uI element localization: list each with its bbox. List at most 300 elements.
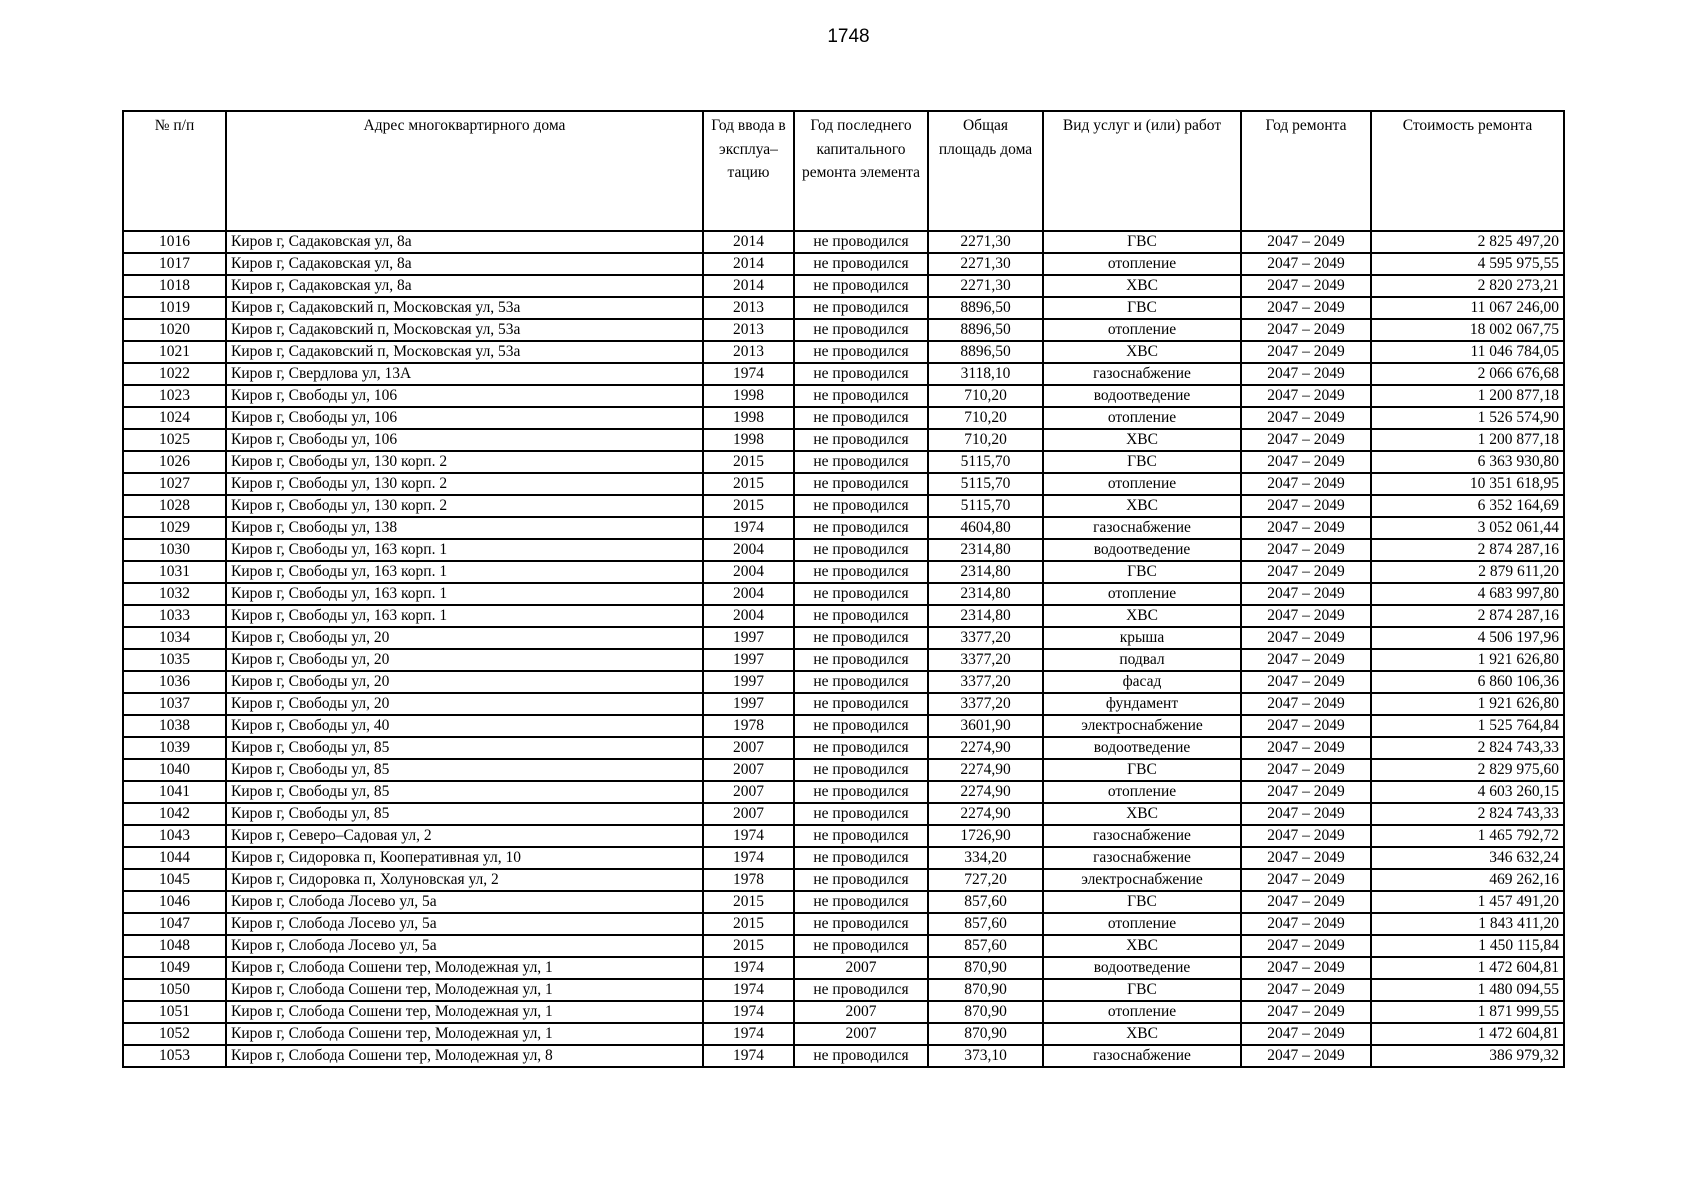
year-built-cell: 2014 [703,275,794,297]
repair-period-cell: 2047 – 2049 [1241,319,1371,341]
service-cell: фундамент [1043,693,1241,715]
repair-period-cell: 2047 – 2049 [1241,363,1371,385]
address-cell: Киров г, Садаковский п, Московская ул, 53а [226,319,703,341]
address-cell: Киров г, Свободы ул, 130 корп. 2 [226,495,703,517]
last-repair-cell: не проводился [794,627,928,649]
year-built-cell: 2007 [703,803,794,825]
year-built-cell: 2004 [703,605,794,627]
row-number-cell: 1044 [123,847,226,869]
year-built-cell: 1997 [703,693,794,715]
cost-cell: 2 874 287,16 [1371,539,1564,561]
service-cell: отопление [1043,253,1241,275]
area-cell: 857,60 [928,891,1043,913]
last-repair-cell: не проводился [794,495,928,517]
service-cell: ГВС [1043,979,1241,1001]
address-cell: Киров г, Слобода Сошени тер, Молодежная ул, 1 [226,979,703,1001]
table-row [123,495,1564,517]
address-cell: Киров г, Садаковская ул, 8а [226,253,703,275]
table-row [123,363,1564,385]
service-cell: газоснабжение [1043,825,1241,847]
header-address: Адрес многоквартирного дома [226,111,703,231]
table-row [123,715,1564,737]
repair-period-cell: 2047 – 2049 [1241,429,1371,451]
row-number-cell: 1022 [123,363,226,385]
repair-period-cell: 2047 – 2049 [1241,935,1371,957]
address-cell: Киров г, Садаковский п, Московская ул, 53а [226,297,703,319]
service-cell: отопление [1043,913,1241,935]
row-number-cell: 1031 [123,561,226,583]
service-cell: водоотведение [1043,385,1241,407]
table-row [123,935,1564,957]
area-cell: 710,20 [928,385,1043,407]
cost-cell: 1 921 626,80 [1371,693,1564,715]
year-built-cell: 1997 [703,649,794,671]
row-number-cell: 1051 [123,1001,226,1023]
cost-cell: 2 066 676,68 [1371,363,1564,385]
table-row [123,803,1564,825]
cost-cell: 2 874 287,16 [1371,605,1564,627]
repair-period-cell: 2047 – 2049 [1241,627,1371,649]
header-area: Общая площадь дома [928,111,1043,231]
year-built-cell: 2015 [703,451,794,473]
table-row [123,649,1564,671]
row-number-cell: 1029 [123,517,226,539]
cost-cell: 2 824 743,33 [1371,737,1564,759]
repair-period-cell: 2047 – 2049 [1241,539,1371,561]
cost-cell: 1 843 411,20 [1371,913,1564,935]
last-repair-cell: не проводился [794,539,928,561]
year-built-cell: 2004 [703,561,794,583]
row-number-cell: 1021 [123,341,226,363]
address-cell: Киров г, Свободы ул, 85 [226,781,703,803]
address-cell: Киров г, Садаковский п, Московская ул, 53а [226,341,703,363]
year-built-cell: 1974 [703,847,794,869]
last-repair-cell: не проводился [794,473,928,495]
service-cell: водоотведение [1043,957,1241,979]
address-cell: Киров г, Свободы ул, 130 корп. 2 [226,473,703,495]
repair-period-cell: 2047 – 2049 [1241,781,1371,803]
last-repair-cell: 2007 [794,1023,928,1045]
service-cell: газоснабжение [1043,847,1241,869]
row-number-cell: 1042 [123,803,226,825]
cost-cell: 2 825 497,20 [1371,231,1564,253]
area-cell: 857,60 [928,913,1043,935]
year-built-cell: 1974 [703,825,794,847]
address-cell: Киров г, Слобода Лосево ул, 5а [226,913,703,935]
table-row [123,561,1564,583]
address-cell: Киров г, Садаковская ул, 8а [226,231,703,253]
table-row [123,385,1564,407]
cost-cell: 10 351 618,95 [1371,473,1564,495]
last-repair-cell: не проводился [794,319,928,341]
table-row [123,539,1564,561]
year-built-cell: 2015 [703,473,794,495]
table-row [123,1023,1564,1045]
last-repair-cell: не проводился [794,671,928,693]
row-number-cell: 1045 [123,869,226,891]
header-num: № п/п [123,111,226,231]
repair-period-cell: 2047 – 2049 [1241,451,1371,473]
year-built-cell: 2007 [703,759,794,781]
address-cell: Киров г, Слобода Лосево ул, 5а [226,891,703,913]
row-number-cell: 1053 [123,1045,226,1067]
repair-period-cell: 2047 – 2049 [1241,737,1371,759]
cost-cell: 11 067 246,00 [1371,297,1564,319]
address-cell: Киров г, Сидоровка п, Холуновская ул, 2 [226,869,703,891]
service-cell: ГВС [1043,891,1241,913]
area-cell: 2271,30 [928,275,1043,297]
repair-period-cell: 2047 – 2049 [1241,561,1371,583]
repair-period-cell: 2047 – 2049 [1241,649,1371,671]
area-cell: 1726,90 [928,825,1043,847]
area-cell: 2274,90 [928,737,1043,759]
last-repair-cell: не проводился [794,231,928,253]
table-row [123,627,1564,649]
area-cell: 3377,20 [928,627,1043,649]
cost-cell: 1 525 764,84 [1371,715,1564,737]
address-cell: Киров г, Свободы ул, 106 [226,407,703,429]
table-row [123,407,1564,429]
area-cell: 727,20 [928,869,1043,891]
last-repair-cell: не проводился [794,803,928,825]
row-number-cell: 1018 [123,275,226,297]
area-cell: 5115,70 [928,451,1043,473]
table-row [123,253,1564,275]
area-cell: 4604,80 [928,517,1043,539]
service-cell: ГВС [1043,451,1241,473]
last-repair-cell: не проводился [794,297,928,319]
address-cell: Киров г, Слобода Сошени тер, Молодежная ул, 1 [226,957,703,979]
service-cell: водоотведение [1043,539,1241,561]
cost-cell: 1 465 792,72 [1371,825,1564,847]
address-cell: Киров г, Сидоровка п, Кооперативная ул, 10 [226,847,703,869]
table-row [123,781,1564,803]
table-row [123,341,1564,363]
cost-cell: 4 683 997,80 [1371,583,1564,605]
area-cell: 8896,50 [928,297,1043,319]
repair-period-cell: 2047 – 2049 [1241,1023,1371,1045]
year-built-cell: 2015 [703,495,794,517]
cost-cell: 1 200 877,18 [1371,429,1564,451]
table-row [123,231,1564,253]
service-cell: ГВС [1043,759,1241,781]
area-cell: 870,90 [928,979,1043,1001]
last-repair-cell: не проводился [794,869,928,891]
repair-period-cell: 2047 – 2049 [1241,495,1371,517]
cost-cell: 469 262,16 [1371,869,1564,891]
last-repair-cell: не проводился [794,935,928,957]
year-built-cell: 1998 [703,407,794,429]
year-built-cell: 2007 [703,737,794,759]
cost-cell: 3 052 061,44 [1371,517,1564,539]
row-number-cell: 1019 [123,297,226,319]
last-repair-cell: не проводился [794,583,928,605]
cost-cell: 4 603 260,15 [1371,781,1564,803]
table-row [123,671,1564,693]
repair-period-cell: 2047 – 2049 [1241,869,1371,891]
last-repair-cell: не проводился [794,737,928,759]
cost-cell: 1 472 604,81 [1371,957,1564,979]
address-cell: Киров г, Свободы ул, 85 [226,759,703,781]
repair-period-cell: 2047 – 2049 [1241,979,1371,1001]
service-cell: отопление [1043,407,1241,429]
address-cell: Киров г, Слобода Лосево ул, 5а [226,935,703,957]
row-number-cell: 1032 [123,583,226,605]
table-row [123,517,1564,539]
service-cell: ХВС [1043,803,1241,825]
cost-cell: 2 829 975,60 [1371,759,1564,781]
address-cell: Киров г, Свободы ул, 20 [226,693,703,715]
area-cell: 710,20 [928,429,1043,451]
service-cell: ГВС [1043,297,1241,319]
last-repair-cell: не проводился [794,385,928,407]
service-cell: газоснабжение [1043,517,1241,539]
table-row [123,319,1564,341]
repair-period-cell: 2047 – 2049 [1241,891,1371,913]
service-cell: ГВС [1043,561,1241,583]
header-year-built: Год ввода в эксплуа–тацию [703,111,794,231]
last-repair-cell: не проводился [794,781,928,803]
year-built-cell: 2014 [703,253,794,275]
cost-cell: 2 820 273,21 [1371,275,1564,297]
repair-period-cell: 2047 – 2049 [1241,583,1371,605]
table-row [123,759,1564,781]
cost-cell: 4 595 975,55 [1371,253,1564,275]
cost-cell: 1 480 094,55 [1371,979,1564,1001]
year-built-cell: 1974 [703,979,794,1001]
cost-cell: 6 363 930,80 [1371,451,1564,473]
cost-cell: 2 824 743,33 [1371,803,1564,825]
row-number-cell: 1020 [123,319,226,341]
area-cell: 857,60 [928,935,1043,957]
year-built-cell: 2013 [703,341,794,363]
repair-period-cell: 2047 – 2049 [1241,957,1371,979]
repair-registry-table [122,110,1565,1068]
area-cell: 3118,10 [928,363,1043,385]
cost-cell: 1 200 877,18 [1371,385,1564,407]
table-row [123,429,1564,451]
last-repair-cell: не проводился [794,517,928,539]
year-built-cell: 2015 [703,935,794,957]
repair-period-cell: 2047 – 2049 [1241,385,1371,407]
year-built-cell: 1998 [703,429,794,451]
last-repair-cell: не проводился [794,847,928,869]
repair-period-cell: 2047 – 2049 [1241,671,1371,693]
last-repair-cell: не проводился [794,605,928,627]
address-cell: Киров г, Свердлова ул, 13А [226,363,703,385]
last-repair-cell: не проводился [794,275,928,297]
area-cell: 8896,50 [928,319,1043,341]
service-cell: ХВС [1043,1023,1241,1045]
table-row [123,451,1564,473]
cost-cell: 4 506 197,96 [1371,627,1564,649]
repair-period-cell: 2047 – 2049 [1241,231,1371,253]
row-number-cell: 1043 [123,825,226,847]
address-cell: Киров г, Садаковская ул, 8а [226,275,703,297]
service-cell: ХВС [1043,341,1241,363]
year-built-cell: 2004 [703,539,794,561]
header-last-repair: Год последнего капитального ремонта элемента [794,111,928,231]
row-number-cell: 1016 [123,231,226,253]
area-cell: 3377,20 [928,649,1043,671]
area-cell: 3377,20 [928,693,1043,715]
service-cell: ХВС [1043,429,1241,451]
row-number-cell: 1041 [123,781,226,803]
service-cell: ХВС [1043,935,1241,957]
address-cell: Киров г, Северо–Садовая ул, 2 [226,825,703,847]
row-number-cell: 1046 [123,891,226,913]
service-cell: ХВС [1043,605,1241,627]
service-cell: отопление [1043,583,1241,605]
area-cell: 5115,70 [928,473,1043,495]
table-row [123,737,1564,759]
last-repair-cell: не проводился [794,1045,928,1067]
cost-cell: 1 921 626,80 [1371,649,1564,671]
address-cell: Киров г, Слобода Сошени тер, Молодежная ул, 1 [226,1023,703,1045]
cost-cell: 18 002 067,75 [1371,319,1564,341]
row-number-cell: 1035 [123,649,226,671]
address-cell: Киров г, Свободы ул, 85 [226,803,703,825]
area-cell: 2274,90 [928,781,1043,803]
area-cell: 2314,80 [928,561,1043,583]
last-repair-cell: 2007 [794,1001,928,1023]
table-row [123,275,1564,297]
table-row [123,891,1564,913]
repair-period-cell: 2047 – 2049 [1241,341,1371,363]
service-cell: отопление [1043,473,1241,495]
service-cell: отопление [1043,1001,1241,1023]
area-cell: 334,20 [928,847,1043,869]
table-row [123,869,1564,891]
row-number-cell: 1024 [123,407,226,429]
row-number-cell: 1037 [123,693,226,715]
last-repair-cell: не проводился [794,693,928,715]
year-built-cell: 2004 [703,583,794,605]
service-cell: ХВС [1043,275,1241,297]
cost-cell: 2 879 611,20 [1371,561,1564,583]
area-cell: 870,90 [928,1023,1043,1045]
repair-period-cell: 2047 – 2049 [1241,1045,1371,1067]
year-built-cell: 2013 [703,297,794,319]
repair-period-cell: 2047 – 2049 [1241,275,1371,297]
header-repair-period: Год ремонта [1241,111,1371,231]
row-number-cell: 1025 [123,429,226,451]
address-cell: Киров г, Свободы ул, 163 корп. 1 [226,561,703,583]
last-repair-cell: не проводился [794,891,928,913]
repair-period-cell: 2047 – 2049 [1241,517,1371,539]
area-cell: 5115,70 [928,495,1043,517]
last-repair-cell: не проводился [794,429,928,451]
row-number-cell: 1038 [123,715,226,737]
repair-period-cell: 2047 – 2049 [1241,605,1371,627]
last-repair-cell: не проводился [794,825,928,847]
area-cell: 2271,30 [928,231,1043,253]
header-row [123,111,1564,231]
row-number-cell: 1030 [123,539,226,561]
table-body [123,231,1564,1067]
cost-cell: 11 046 784,05 [1371,341,1564,363]
year-built-cell: 2014 [703,231,794,253]
address-cell: Киров г, Свободы ул, 138 [226,517,703,539]
last-repair-cell: не проводился [794,715,928,737]
year-built-cell: 1974 [703,1023,794,1045]
repair-period-cell: 2047 – 2049 [1241,803,1371,825]
table-row [123,473,1564,495]
address-cell: Киров г, Слобода Сошени тер, Молодежная ул, 8 [226,1045,703,1067]
repair-period-cell: 2047 – 2049 [1241,407,1371,429]
year-built-cell: 2013 [703,319,794,341]
last-repair-cell: не проводился [794,253,928,275]
address-cell: Киров г, Свободы ул, 20 [226,671,703,693]
last-repair-cell: 2007 [794,957,928,979]
year-built-cell: 1974 [703,363,794,385]
area-cell: 2274,90 [928,759,1043,781]
row-number-cell: 1033 [123,605,226,627]
cost-cell: 1 457 491,20 [1371,891,1564,913]
cost-cell: 6 352 164,69 [1371,495,1564,517]
service-cell: электроснабжение [1043,869,1241,891]
service-cell: фасад [1043,671,1241,693]
area-cell: 870,90 [928,1001,1043,1023]
year-built-cell: 2015 [703,891,794,913]
page-number: 1748 [827,26,870,47]
year-built-cell: 2015 [703,913,794,935]
repair-period-cell: 2047 – 2049 [1241,759,1371,781]
repair-period-cell: 2047 – 2049 [1241,715,1371,737]
year-built-cell: 1974 [703,1001,794,1023]
address-cell: Киров г, Свободы ул, 20 [226,627,703,649]
row-number-cell: 1028 [123,495,226,517]
year-built-cell: 1978 [703,715,794,737]
service-cell: газоснабжение [1043,363,1241,385]
year-built-cell: 1974 [703,1045,794,1067]
service-cell: ГВС [1043,231,1241,253]
table-header [123,111,1564,231]
row-number-cell: 1023 [123,385,226,407]
year-built-cell: 1974 [703,517,794,539]
row-number-cell: 1048 [123,935,226,957]
year-built-cell: 1978 [703,869,794,891]
row-number-cell: 1052 [123,1023,226,1045]
last-repair-cell: не проводился [794,341,928,363]
table-row [123,1001,1564,1023]
cost-cell: 1 526 574,90 [1371,407,1564,429]
year-built-cell: 1974 [703,957,794,979]
area-cell: 710,20 [928,407,1043,429]
service-cell: подвал [1043,649,1241,671]
repair-period-cell: 2047 – 2049 [1241,473,1371,495]
repair-period-cell: 2047 – 2049 [1241,913,1371,935]
last-repair-cell: не проводился [794,451,928,473]
cost-cell: 346 632,24 [1371,847,1564,869]
last-repair-cell: не проводился [794,649,928,671]
cost-cell: 1 472 604,81 [1371,1023,1564,1045]
year-built-cell: 1997 [703,627,794,649]
area-cell: 2274,90 [928,803,1043,825]
last-repair-cell: не проводился [794,979,928,1001]
address-cell: Киров г, Слобода Сошени тер, Молодежная ул, 1 [226,1001,703,1023]
repair-period-cell: 2047 – 2049 [1241,253,1371,275]
repair-period-cell: 2047 – 2049 [1241,1001,1371,1023]
row-number-cell: 1026 [123,451,226,473]
area-cell: 2271,30 [928,253,1043,275]
repair-period-cell: 2047 – 2049 [1241,693,1371,715]
header-service: Вид услуг и (или) работ [1043,111,1241,231]
table-row [123,825,1564,847]
address-cell: Киров г, Свободы ул, 40 [226,715,703,737]
area-cell: 2314,80 [928,605,1043,627]
table-row [123,605,1564,627]
